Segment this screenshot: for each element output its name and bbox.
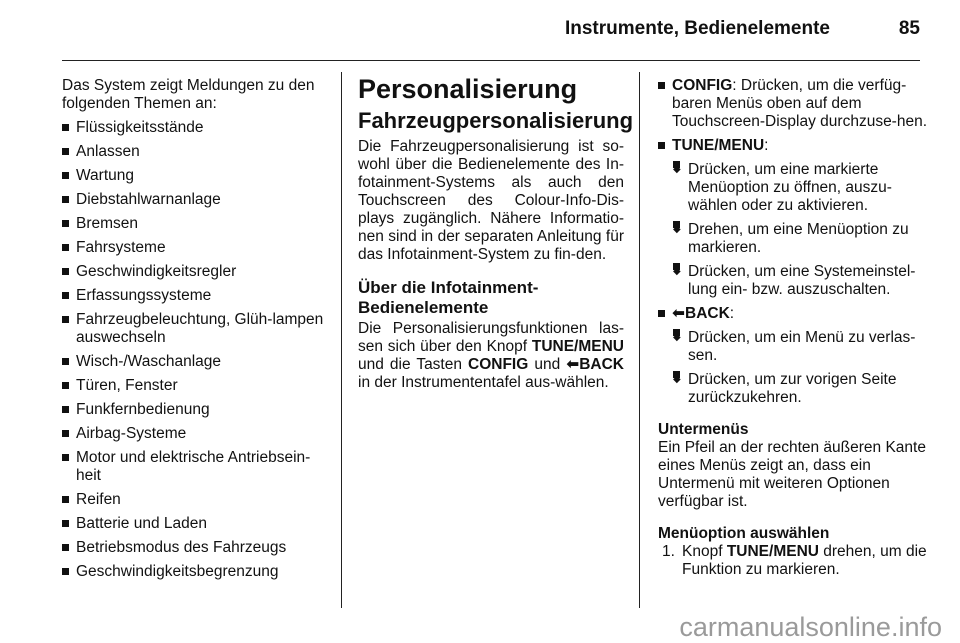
column-divider-right [639,72,640,608]
column-divider-left [341,72,342,608]
list-item: Anlassen [62,143,332,161]
back-sublist [672,329,928,407]
list-item: Batterie und Laden [62,515,332,533]
watermark: carmanualsonline.info [679,612,942,642]
tune-menu-label: TUNE/MENU [726,543,819,560]
list-item: Funkfernbedienung [62,401,332,419]
list-item: ◆ Drehen, um eine Menüoption zu markieren. [672,221,928,257]
list-item: Diebstahlwarnanlage [62,191,332,209]
running-header-title: Instrumente, Bedienelemente [564,18,830,39]
colon: : [764,137,769,154]
tune-menu-label: TUNE/MENU [531,338,624,355]
list-item: Betriebsmodus des Fahrzeugs [62,539,332,557]
text-run: und die Tasten [358,356,469,373]
header-rule [62,60,920,61]
list-item: Wartung [62,167,332,185]
colon: : [729,305,735,322]
back-item [658,305,928,407]
config-label: CONFIG [672,77,733,94]
column-middle [358,74,634,392]
tune-menu-sublist [672,161,928,299]
list-item: Flüssigkeitsstände [62,119,332,137]
topic-list [62,119,332,581]
submenu-heading: Untermenüs [658,421,749,438]
list-item: Airbag-Systeme [62,425,332,443]
column-left [62,77,332,581]
list-item: ◆ Drücken, um eine Systemeinstel-lung ein- bzw. auszuschalten. [672,263,928,299]
step-number: 1. [662,543,675,560]
tune-menu-label: TUNE/MENU [672,137,765,154]
text-run: drehen, um die Funktion zu markieren. [682,543,927,578]
list-item: ◆ Drücken, um eine markierte Menüoption zu öffnen, auszu-wählen oder zu aktivieren. [672,161,928,215]
back-label: BACK [685,305,730,322]
page-number: 85 [898,18,920,39]
list-item: Fahrzeugbeleuchtung, Glüh-lampen auswechseln [62,311,332,347]
infotainment-controls-heading: Über die Infotainment-Bedienelemente [358,278,539,317]
intro-text: Das System zeigt Meldungen zu den folgenden Themen an: [62,77,315,112]
list-item: Fahrsysteme [62,239,332,257]
list-item: Türen, Fenster [62,377,332,395]
section-heading-personalisierung: Personalisierung [358,74,578,104]
submenu-text: Ein Pfeil an der rechten äußeren Kante eines Menüs zeigt an, dass ein Untermenü mit weiteren Optionen verfügbar ist. [658,439,926,510]
list-item: Erfassungssysteme [62,287,332,305]
control-list [658,77,928,407]
list-item: ◆ Drücken, um ein Menü zu verlas-sen. [672,329,928,365]
select-option-heading: Menüoption auswählen [658,525,830,542]
config-item [658,77,928,131]
tune-menu-item [658,137,928,299]
text-run: in der Instrumententafel aus-wählen. [358,374,609,391]
step-item [658,543,928,579]
back-label: BACK [579,356,624,373]
column-right [658,77,928,579]
list-item: Geschwindigkeitsregler [62,263,332,281]
list-item: Motor und elektrische Antriebsein-heit [62,449,332,485]
subsection-heading-fahrzeugpersonalisierung: Fahrzeugpersonalisierung [358,108,634,133]
steps-list [658,543,928,579]
list-item: ◆ Drücken, um zur vorigen Seite zurückzukehren. [672,371,928,407]
config-label: CONFIG [468,356,529,373]
text-run: Die Personalisierungsfunktionen las-sen sich über den Knopf [358,320,624,355]
list-item: Geschwindigkeitsbegrenzung [62,563,332,581]
config-text: : Drücken, um die verfüg-baren Menüs oben auf dem Touchscreen-Display durchzuse-hen. [672,77,928,130]
list-item: Bremsen [62,215,332,233]
back-arrow-icon: ⬅ [672,305,685,322]
infotainment-controls-text [358,320,624,392]
text-run: und [528,356,567,373]
list-item: Reifen [62,491,332,509]
text-run: Knopf [682,543,727,560]
list-item: Wisch-/Waschanlage [62,353,332,371]
back-arrow-icon: ⬅ [566,356,580,373]
vehicle-personalization-text: Die Fahrzeugpersonalisierung ist so-wohl über die Bedienelemente des In-fotainment-Systems als auch den Touchscreen des Colour-Info-Dis-plays zugänglich. Nähere Informatio-nen sind in der separaten Anleitung für das Infotainment-System zu fin-den. [358,138,624,263]
